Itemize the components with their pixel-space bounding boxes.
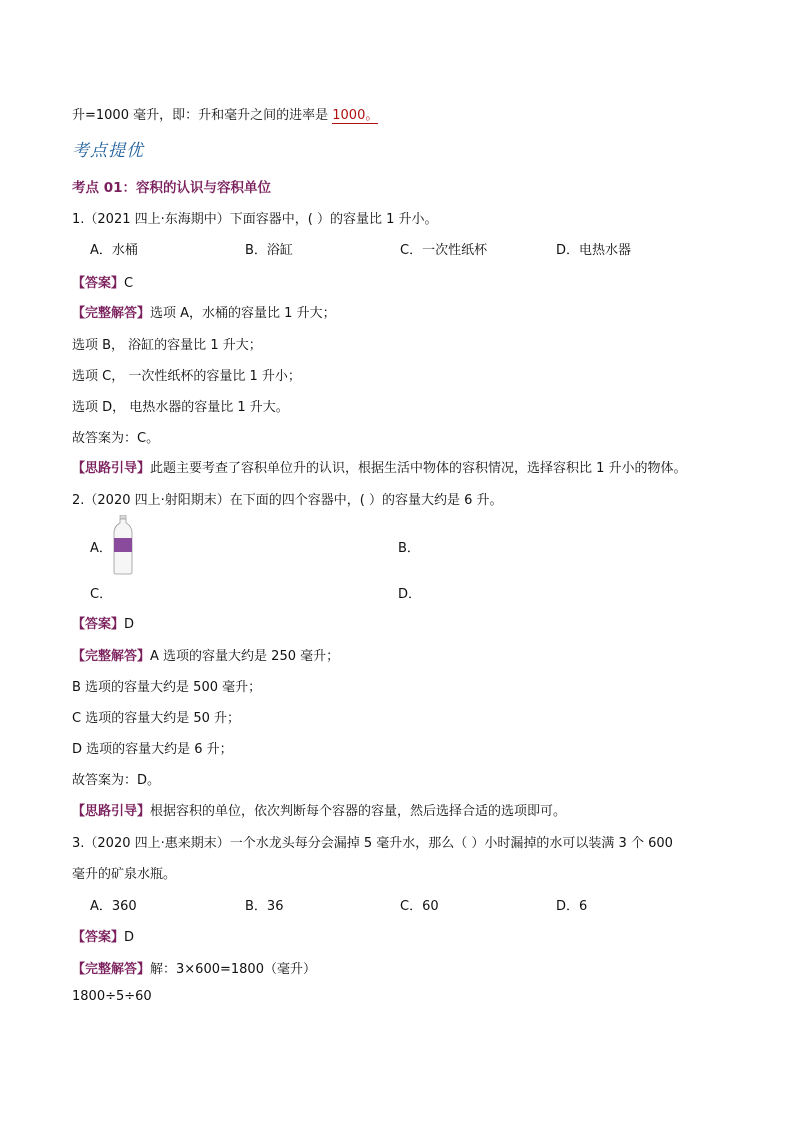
intro-highlight: 1000。: [332, 108, 379, 123]
q2-option-b: B．: [398, 541, 420, 556]
intro-line: [72, 104, 378, 123]
solution-text: A 选项的容量大约是 250 毫升；: [150, 649, 340, 664]
answer-value: C: [124, 276, 134, 291]
q2-option-a: A．: [90, 541, 112, 556]
q2-solution-line-3: C 选项的容量大约是 50 升；: [72, 711, 241, 726]
q1-answer: [72, 272, 133, 291]
section-logo: 考点提优: [72, 141, 144, 161]
q3-option-b: B．36: [245, 899, 284, 914]
q2-solution-line-1: [72, 645, 339, 664]
q1-hint: [72, 457, 687, 476]
intro-text: 升=1000 毫升，即：升和毫升之间的进率是: [72, 108, 333, 123]
answer-tag: 【答案】: [72, 930, 125, 945]
q1-option-a: A．水桶: [90, 243, 138, 258]
water-bottle-image: [112, 515, 134, 575]
q1-option-b: B．浴缸: [245, 243, 293, 258]
q1-option-c: C．一次性纸杯: [400, 243, 488, 258]
q1-option-d: D．电热水器: [556, 243, 632, 258]
q2-option-c: C．: [90, 587, 113, 602]
q1-solution-line-4: 选项 D， 电热水器的容量比 1 升大。: [72, 400, 289, 415]
answer-tag: 【答案】: [72, 617, 125, 632]
q2-answer: [72, 613, 134, 632]
q3-option-d: D．6: [556, 899, 588, 914]
answer-tag: 【答案】: [72, 276, 125, 291]
question-2-stem: 2.（2020 四上·射阳期末）在下面的四个容器中，( ）的容量大约是 6 升。: [72, 493, 503, 508]
solution-text: 解：3×600=1800（毫升）: [150, 962, 316, 977]
q2-solution-line-5: 故答案为：D。: [72, 773, 161, 788]
q1-solution-line-2: 选项 B， 浴缸的容量比 1 升大；: [72, 338, 262, 353]
section-title: 考点 01：容积的认识与容积单位: [72, 180, 271, 196]
solution-tag: 【完整解答】: [72, 962, 151, 977]
q3-answer: [72, 926, 134, 945]
q1-solution-line-5: 故答案为：C。: [72, 431, 160, 446]
question-1-stem: 1.（2021 四上·东海期中）下面容器中，( ）的容量比 1 升小。: [72, 212, 438, 227]
hint-tag: 【思路引导】: [72, 461, 151, 476]
solution-text: 选项 A，水桶的容量比 1 升大；: [150, 306, 336, 321]
q3-option-c: C．60: [400, 899, 439, 914]
hint-text: 此题主要考查了容积单位升的认识，根据生活中物体的容积情况，选择容积比 1 升小的物体。: [150, 461, 687, 476]
q3-solution-line-1: [72, 958, 316, 977]
q3-solution-line-2: 1800÷5÷60: [72, 989, 152, 1004]
q2-hint: [72, 800, 566, 819]
q2-option-d: D．: [398, 587, 422, 602]
q2-solution-line-2: B 选项的容量大约是 500 毫升；: [72, 680, 262, 695]
answer-value: D: [124, 617, 135, 632]
question-3-stem-line-1: 3.（2020 四上·惠来期末）一个水龙头每分会漏掉 5 毫升水，那么（ ）小时漏掉的水可以装满 3 个 600: [72, 836, 673, 851]
q2-solution-line-4: D 选项的容量大约是 6 升；: [72, 742, 233, 757]
question-3-stem-line-2: 毫升的矿泉水瓶。: [72, 867, 177, 882]
q1-solution-line-1: [72, 302, 336, 321]
q3-option-a: A．360: [90, 899, 137, 914]
hint-text: 根据容积的单位，依次判断每个容器的容量，然后选择合适的选项即可。: [150, 804, 567, 819]
solution-tag: 【完整解答】: [72, 306, 151, 321]
solution-tag: 【完整解答】: [72, 649, 151, 664]
q1-solution-line-3: 选项 C， 一次性纸杯的容量比 1 升小；: [72, 369, 301, 384]
answer-value: D: [124, 930, 135, 945]
hint-tag: 【思路引导】: [72, 804, 151, 819]
